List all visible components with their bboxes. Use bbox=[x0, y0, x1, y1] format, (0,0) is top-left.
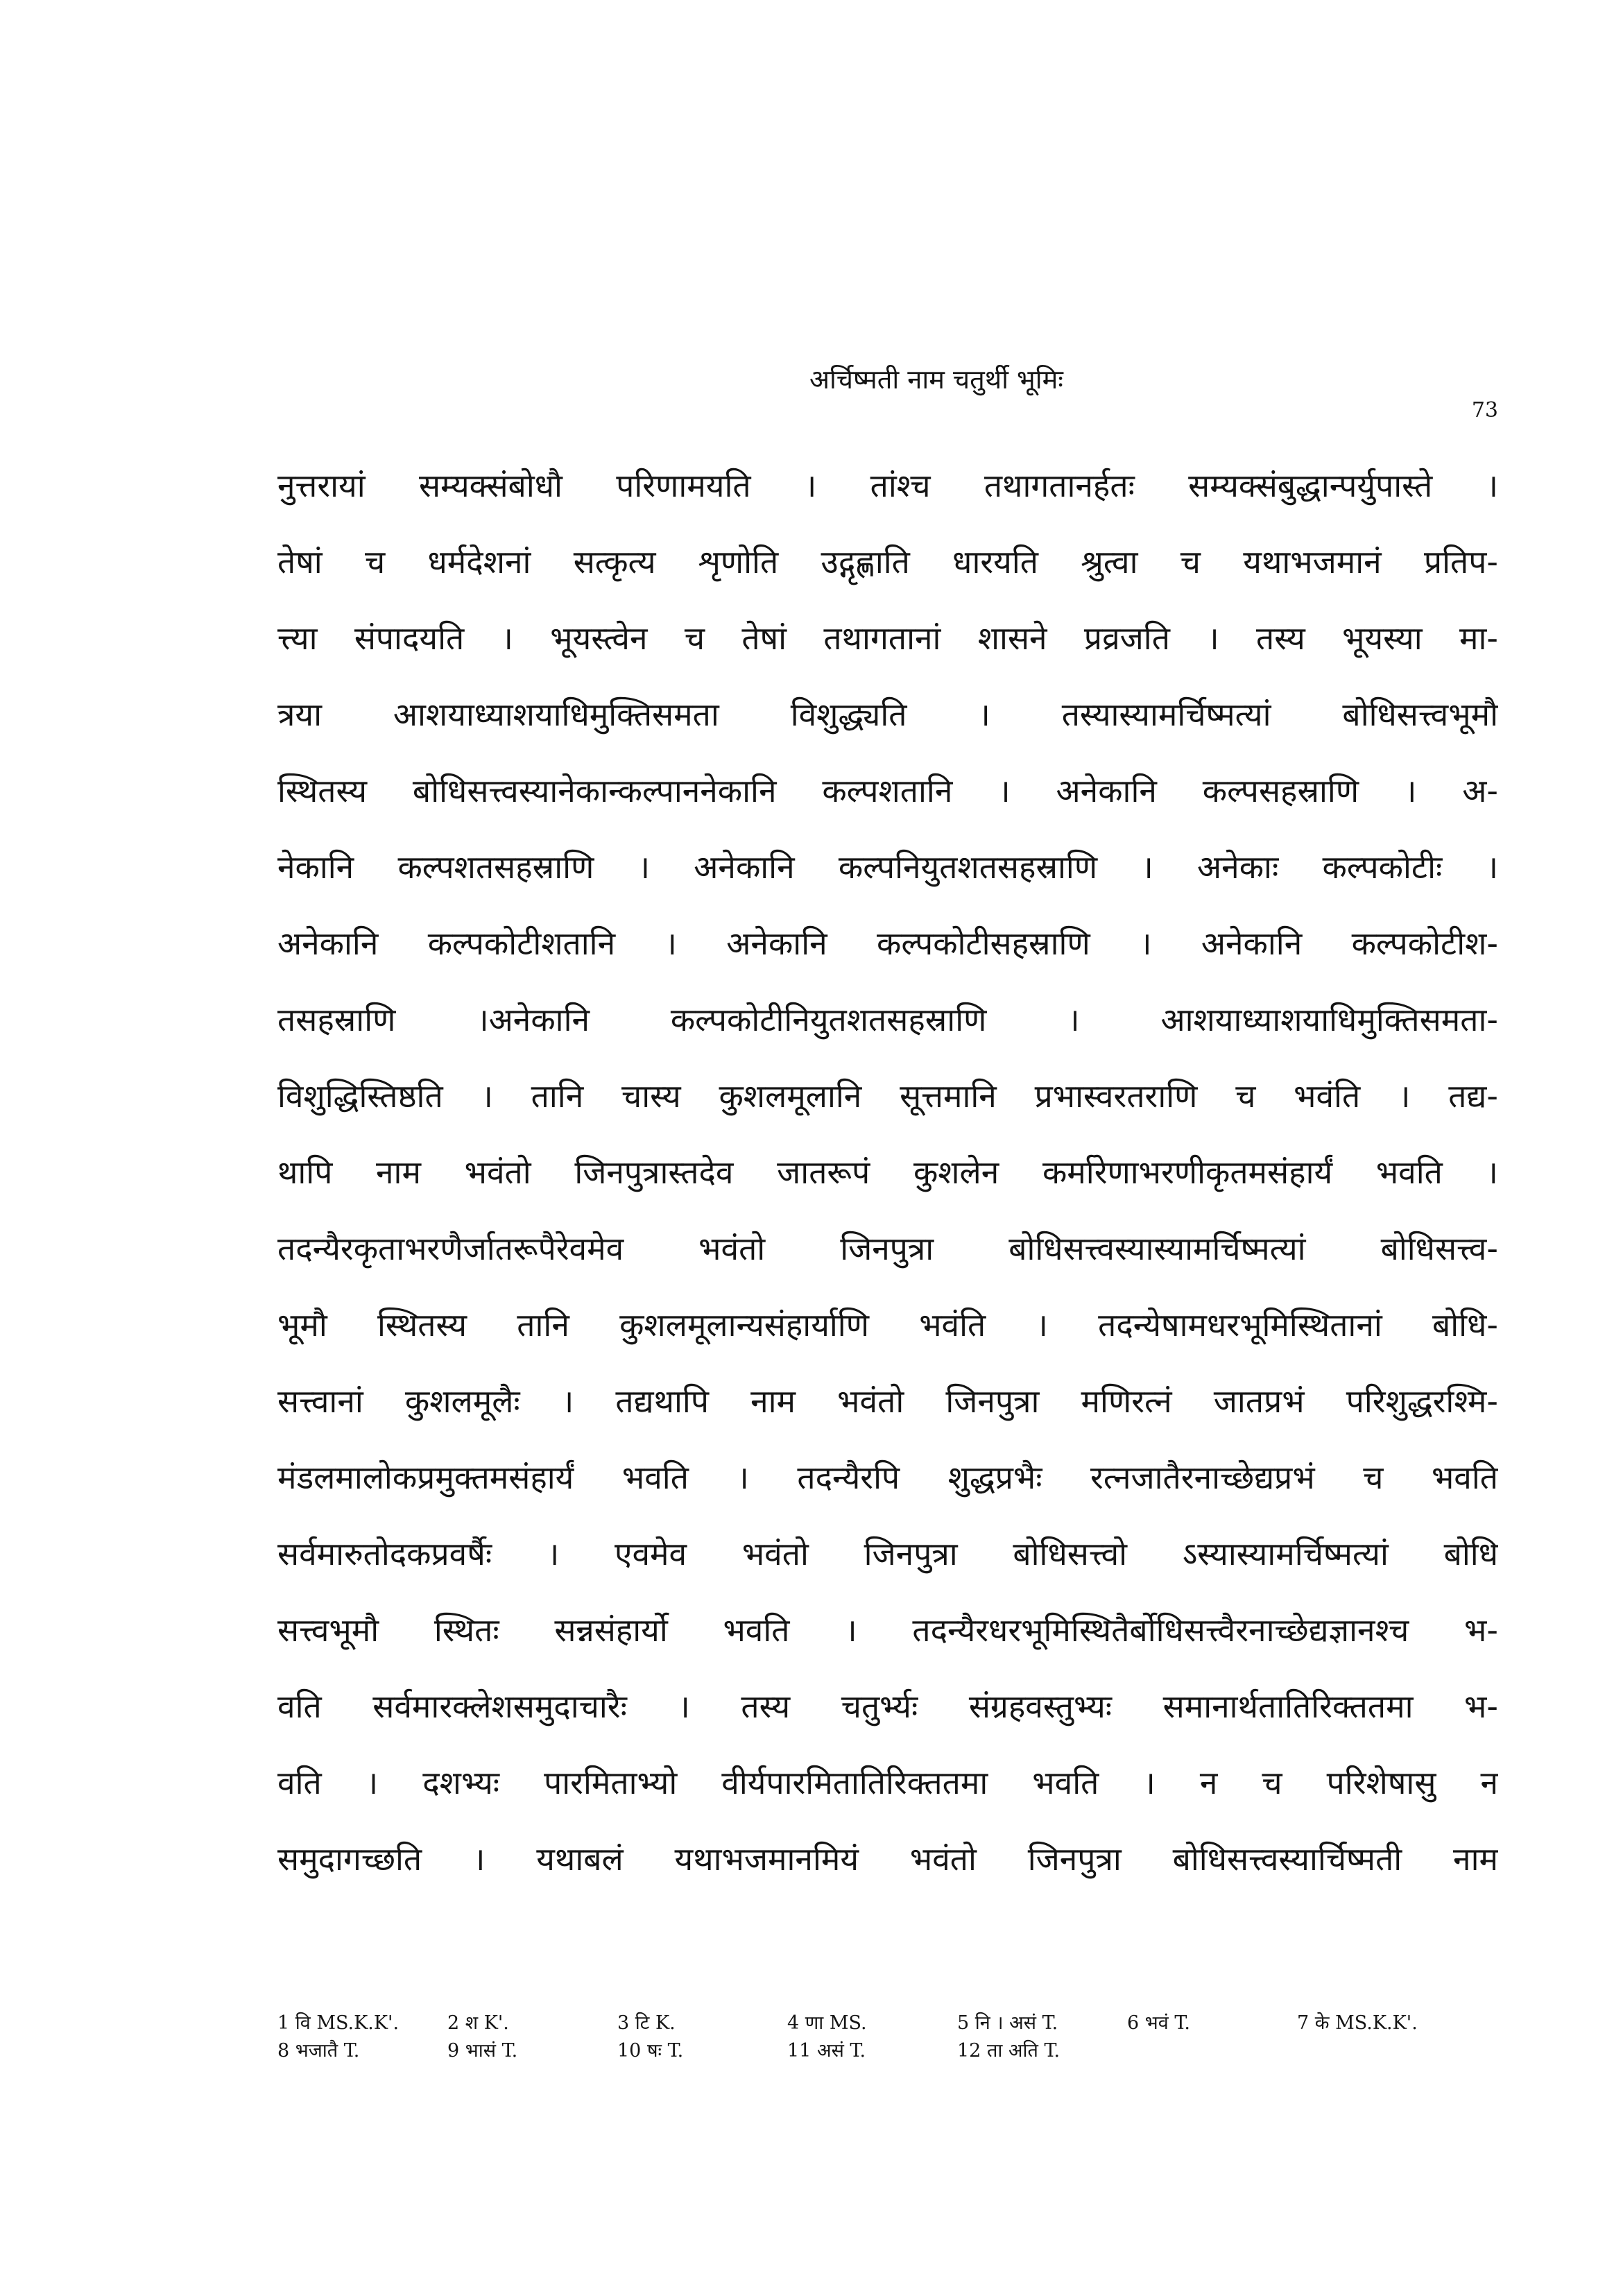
footnote: 7 के MS.K.K'. bbox=[1297, 2012, 1418, 2034]
text-line: तदन्यैरकृताभरणैर्जातरूपैरेवमेव भवंतो जिनपुत्रा बोधिसत्त्वस्यास्यामर्चिष्मत्यां बोधिसत्त्व- bbox=[277, 1230, 1498, 1267]
text-line: सत्त्वभूमौ स्थितः सन्नसंहार्यो भवति । तदन्यैरधरभूमिस्थितैर्बोधिसत्त्वैरनाच्छेद्यज्ञानश्च भ- bbox=[277, 1611, 1498, 1649]
text-line: सत्त्वानां कुशलमूलैः । तद्यथापि नाम भवंतो जिनपुत्रा मणिरत्नं जातप्रभं परिशुद्धरश्मि- bbox=[277, 1382, 1498, 1420]
body-text bbox=[277, 447, 1498, 1897]
text-line: तेषां च धर्मदेशनां सत्कृत्य शृणोति उद्गृह्णाति धारयति श्रुत्वा च यथाभजमानं प्रतिप- bbox=[277, 543, 1498, 581]
text-line: समुदागच्छति । यथाबलं यथाभजमानमियं भवंतो जिनपुत्रा बोधिसत्त्वस्यार्चिष्मती नाम bbox=[277, 1840, 1498, 1878]
footnotes bbox=[277, 2010, 1470, 2065]
text-line: अनेकानि कल्पकोटीशतानि । अनेकानि कल्पकोटीसहस्राणि । अनेकानि कल्पकोटीश- bbox=[277, 925, 1498, 962]
text-line: नेकानि कल्पशतसहस्राणि । अनेकानि कल्पनियुतशतसहस्राणि । अनेकाः कल्पकोटीः । bbox=[277, 848, 1498, 886]
text-line: विशुद्धिस्तिष्ठति । तानि चास्य कुशलमूलानि सूत्तमानि प्रभास्वरतराणि च भवंति । तद्य- bbox=[277, 1077, 1498, 1115]
footnote: 9 भासं T. bbox=[447, 2040, 518, 2062]
page-number: 73 bbox=[1471, 398, 1498, 422]
footnote: 12 ता अति T. bbox=[957, 2040, 1060, 2062]
text-line: वति सर्वमारक्लेशसमुदाचारैः । तस्य चतुर्भ्यः संग्रहवस्तुभ्यः समानार्थतातिरिक्ततमा भ- bbox=[277, 1688, 1498, 1725]
text-line: स्थितस्य बोधिसत्त्वस्यानेकान्कल्पाननेकानि कल्पशतानि । अनेकानि कल्पसहस्राणि । अ- bbox=[277, 772, 1498, 809]
footnote: 1 वि MS.K.K'. bbox=[277, 2012, 400, 2034]
footnote-row bbox=[277, 2037, 1470, 2065]
footnote: 3 टि K. bbox=[617, 2012, 676, 2034]
text-line: सर्वमारुतोदकप्रवर्षैः । एवमेव भवंतो जिनपुत्रा बोधिसत्त्वो ऽस्यास्यामर्चिष्मत्यां बोधि bbox=[277, 1535, 1498, 1573]
running-head: अर्चिष्मती नाम चतुर्थी भूमिः bbox=[809, 364, 1063, 395]
text-line: भूमौ स्थितस्य तानि कुशलमूलान्यसंहार्याणि भवंति । तदन्येषामधरभूमिस्थितानां बोधि- bbox=[277, 1306, 1498, 1344]
text-line: मंडलमालोकप्रमुक्तमसंहार्यं भवति । तदन्यैरपि शुद्धप्रभैः रत्नजातैरनाच्छेद्यप्रभं च भवति bbox=[277, 1459, 1498, 1496]
footnote: 8 भजातै T. bbox=[277, 2040, 360, 2062]
footnote: 5 नि । असं T. bbox=[957, 2012, 1058, 2034]
text-line: त्त्या संपादयति । भूयस्त्वेन च तेषां तथागतानां शासने प्रव्रजति । तस्य भूयस्या मा- bbox=[277, 619, 1498, 657]
text-line: नुत्तरायां सम्यक्संबोधौ परिणामयति । तांश्च तथागतानर्हतः सम्यक्संबुद्धान्पर्युपास्ते । bbox=[277, 467, 1498, 504]
footnote-row bbox=[277, 2010, 1470, 2037]
text-line: थापि नाम भवंतो जिनपुत्रास्तदेव जातरूपं कुशलेन कर्मारेणाभरणीकृतमसंहार्यं भवति । bbox=[277, 1154, 1498, 1191]
footnote: 10 षः T. bbox=[617, 2040, 684, 2062]
text-line: वति । दशभ्यः पारमिताभ्यो वीर्यपारमितातिरिक्ततमा भवति । न च परिशेषासु न bbox=[277, 1764, 1498, 1801]
footnote: 2 श K'. bbox=[447, 2012, 509, 2034]
text-line: तसहस्राणि ।अनेकानि कल्पकोटीनियुतशतसहस्राणि । आशयाध्याशयाधिमुक्तिसमता- bbox=[277, 1001, 1498, 1038]
footnote: 4 णा MS. bbox=[787, 2012, 867, 2034]
footnote: 6 भवं T. bbox=[1127, 2012, 1190, 2034]
footnote: 11 असं T. bbox=[787, 2040, 866, 2062]
text-line: त्रया आशयाध्याशयाधिमुक्तिसमता विशुद्ध्यति । तस्यास्यामर्चिष्मत्यां बोधिसत्त्वभूमौ bbox=[277, 696, 1498, 733]
